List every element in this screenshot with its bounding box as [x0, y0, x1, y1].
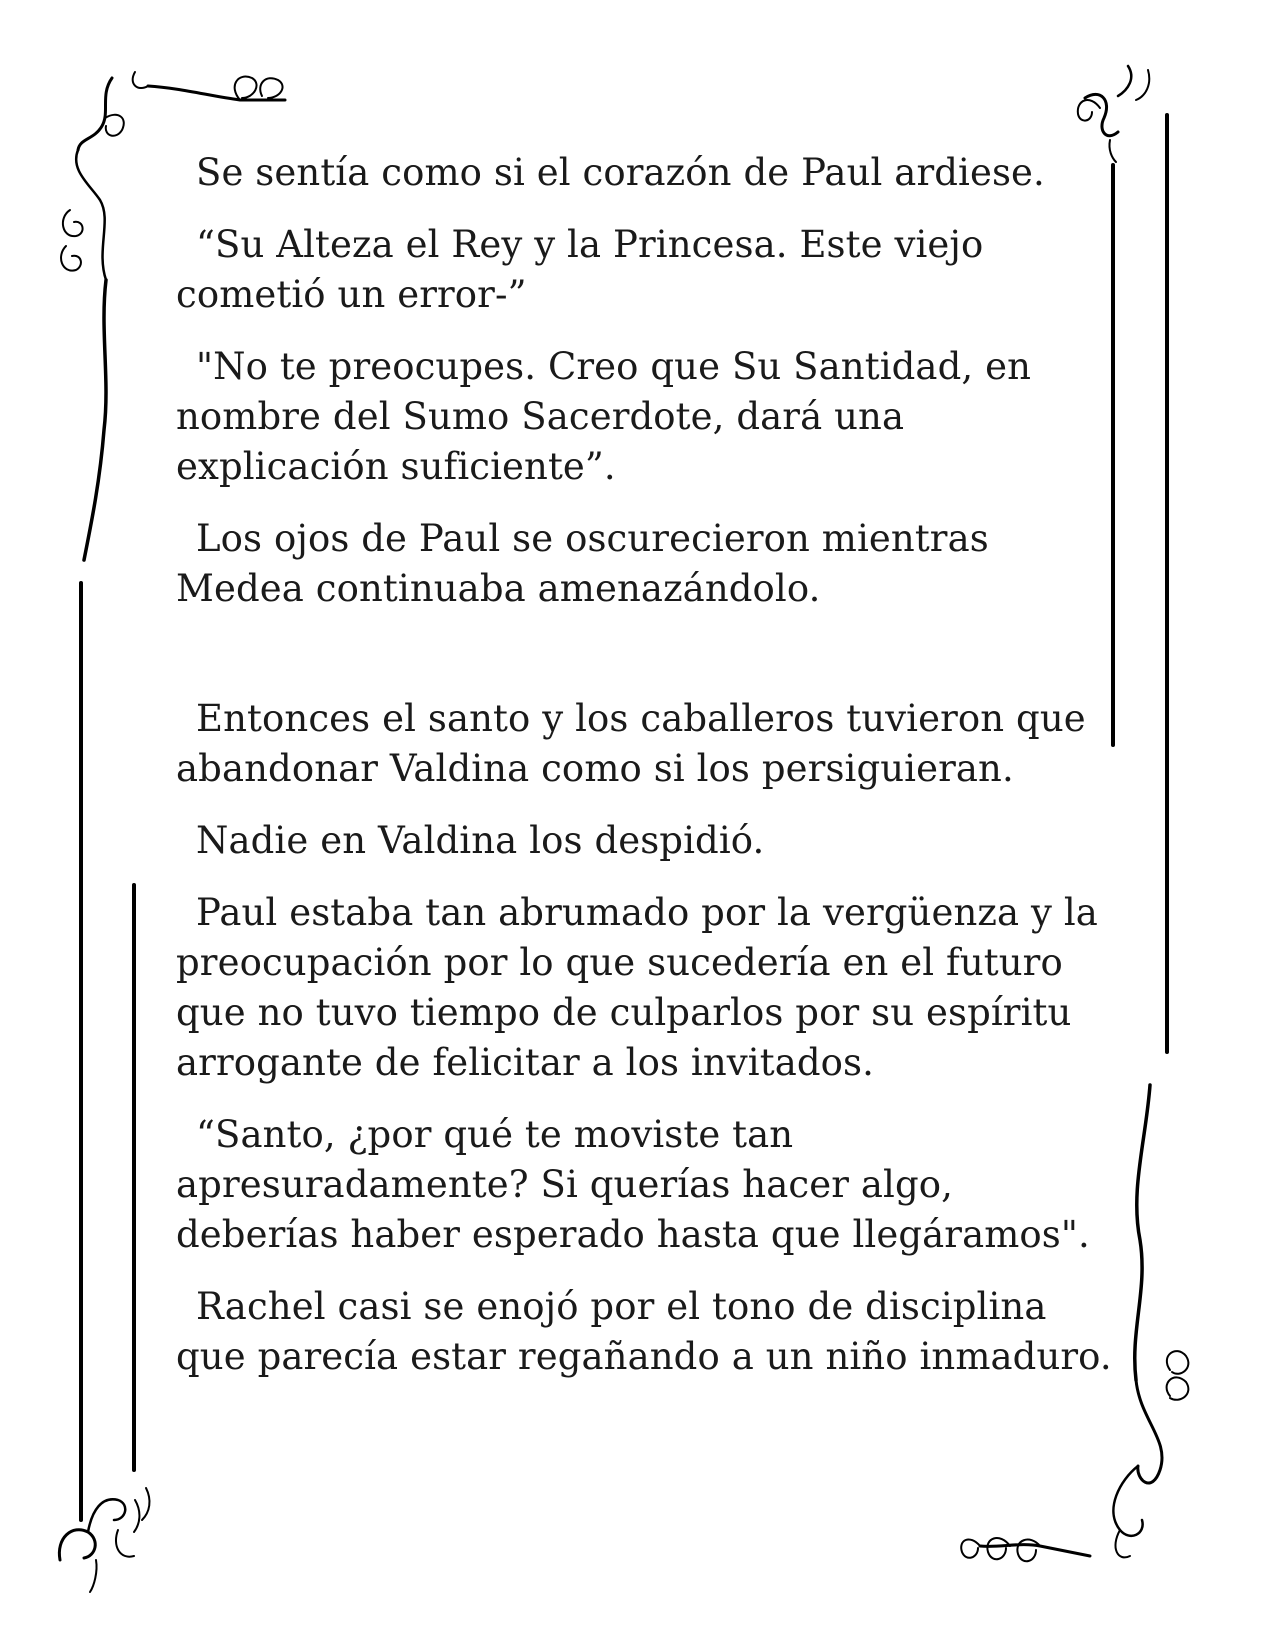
paragraph: “Santo, ¿por qué te moviste tan apresuradamente? Si querías hacer algo, deberías haber esperado hasta que llegáramos".	[176, 1113, 1090, 1256]
paragraph: Entonces el santo y los caballeros tuvieron que abandonar Valdina como si los persiguieran.	[176, 697, 1086, 790]
paragraph: Rachel casi se enojó por el tono de disciplina que parecía estar regañando a un niño inmaduro.	[176, 1285, 1112, 1378]
page-text	[176, 148, 1116, 1404]
paragraph: Se sentía como si el corazón de Paul ardiese.	[196, 151, 1045, 194]
bottom-left-flourish-icon	[59, 1488, 149, 1592]
paragraph: Paul estaba tan abrumado por la vergüenza y la preocupación por lo que sucedería en el futuro que no tuvo tiempo de culparlos por su espíritu arrogante de felicitar a los invitados.	[176, 891, 1098, 1084]
paragraph: Los ojos de Paul se oscurecieron mientras Medea continuaba amenazándolo.	[176, 517, 989, 610]
paragraph: Nadie en Valdina los despidió.	[196, 819, 765, 862]
paragraph: "No te preocupes. Creo que Su Santidad, en nombre del Sumo Sacerdote, dará una explicación suficiente”.	[176, 345, 1032, 488]
paragraph: “Su Alteza el Rey y la Princesa. Este viejo cometió un error-”	[176, 223, 984, 316]
